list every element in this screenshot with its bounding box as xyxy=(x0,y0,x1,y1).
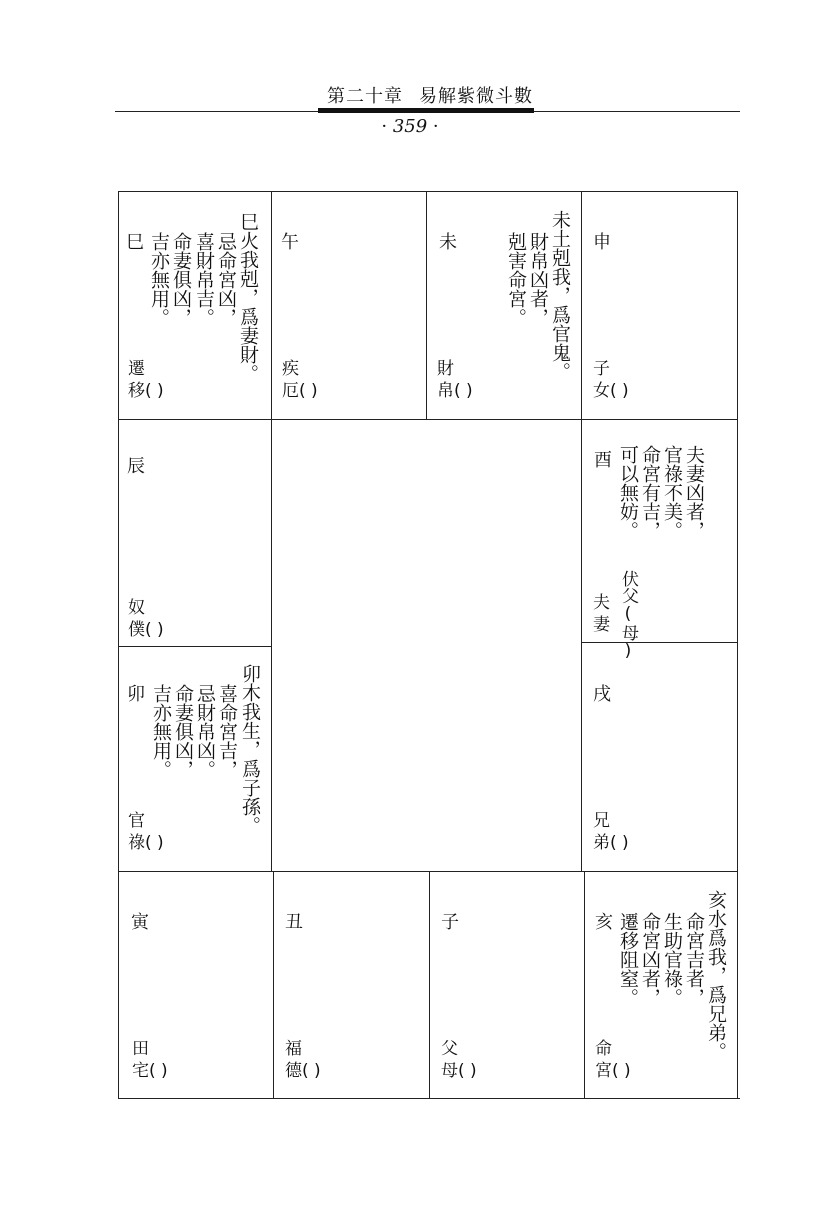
palace-wei-name-1: 財 xyxy=(437,359,454,379)
running-header xyxy=(320,82,540,108)
book-title: 易解紫微斗數 xyxy=(419,86,533,107)
chart-border-left xyxy=(118,191,119,1098)
palace-yin-name-1: 田 xyxy=(132,1039,149,1059)
palace-wu-name-1: 疾 xyxy=(282,359,299,379)
palace-chen-name-1: 奴 xyxy=(128,598,145,618)
palace-wei-note-3: 剋害命宮。 xyxy=(505,232,527,327)
palace-mao-note-3: 忌財帛凶。 xyxy=(194,684,216,779)
palace-si-note-3: 喜財帛吉。 xyxy=(193,232,215,327)
palace-si-branch: 巳 xyxy=(126,232,144,253)
palace-mao-note-5: 吉亦無用。 xyxy=(150,684,172,779)
palace-shen-name-2: 女( ) xyxy=(593,381,629,401)
palace-si-note-1: 巳火我剋，爲妻財。 xyxy=(237,212,259,383)
palace-wu-branch: 午 xyxy=(281,232,299,253)
col-divider-3-bottom xyxy=(584,871,585,1098)
row-divider-2-left xyxy=(118,646,272,647)
chart-border-right xyxy=(737,191,738,1099)
palace-chou-name-2: 德( ) xyxy=(285,1061,321,1081)
palace-hai-branch: 亥 xyxy=(595,912,613,933)
col-divider-2-top xyxy=(426,191,427,419)
palace-you-side-label: 伏父(母) xyxy=(618,570,638,661)
palace-zi-branch: 子 xyxy=(441,912,459,933)
palace-you-name-1: 夫 xyxy=(593,593,610,613)
chart-border-bottom xyxy=(118,1098,740,1099)
palace-wei-note-2: 財帛凶者， xyxy=(527,232,549,327)
palace-shen-branch: 申 xyxy=(593,232,611,253)
palace-chen-name-2: 僕( ) xyxy=(128,620,164,640)
palace-si-note-2: 忌命宮凶， xyxy=(215,232,237,327)
palace-chou-name-1: 福 xyxy=(285,1039,302,1059)
palace-you-note-3: 命宮有吉， xyxy=(639,445,661,540)
palace-you-note-2: 官祿不美。 xyxy=(661,445,683,540)
palace-si-name-1: 遷 xyxy=(128,359,145,379)
palace-you-branch: 酉 xyxy=(594,450,612,471)
palace-hai-note-5: 遷移阻窒。 xyxy=(617,912,639,1007)
palace-wei-branch: 未 xyxy=(439,232,457,253)
chart-border-top xyxy=(118,191,737,192)
palace-hai-name-2: 宮( ) xyxy=(595,1061,631,1081)
palace-si-name-2: 移( ) xyxy=(128,381,164,401)
palace-mao-note-1: 卯木我生，爲子孫。 xyxy=(239,664,261,835)
palace-yin-name-2: 宅( ) xyxy=(132,1061,168,1081)
palace-wu-name-2: 厄( ) xyxy=(282,381,318,401)
col-divider-1-bottom xyxy=(273,871,274,1098)
palace-mao-name-1: 官 xyxy=(128,811,145,831)
row-divider-2-right xyxy=(582,642,737,643)
col-divider-2-bottom xyxy=(429,871,430,1098)
palace-wei-note-1: 未土剋我，爲官鬼。 xyxy=(549,210,571,381)
page-number-value: 359 xyxy=(392,116,428,137)
palace-yin-branch: 寅 xyxy=(131,912,149,933)
palace-si-note-4: 命妻俱凶， xyxy=(170,232,192,327)
palace-hai-note-4: 命宮凶者， xyxy=(639,912,661,1007)
header-rule-bold xyxy=(318,108,534,113)
row-divider-1 xyxy=(118,419,737,420)
palace-you-note-4: 可以無妨。 xyxy=(617,445,639,540)
palace-hai-note-3: 生助官祿。 xyxy=(661,912,683,1007)
palace-xu-name-1: 兄 xyxy=(593,811,610,831)
palace-zi-name-1: 父 xyxy=(441,1039,458,1059)
palace-you-name-2: 妻 xyxy=(593,615,610,635)
palace-zi-name-2: 母( ) xyxy=(441,1061,477,1081)
palace-hai-note-1: 亥水爲我，爲兄弟。 xyxy=(705,890,727,1061)
palace-mao-branch: 卯 xyxy=(127,684,145,705)
palace-mao-note-2: 喜命宮吉， xyxy=(216,684,238,779)
palace-xu-branch: 戌 xyxy=(593,684,611,705)
chapter-label: 第二十章 xyxy=(327,86,403,107)
palace-xu-name-2: 弟( ) xyxy=(593,833,629,853)
palace-mao-note-4: 命妻俱凶， xyxy=(172,684,194,779)
palace-shen-name-1: 子 xyxy=(593,359,610,379)
palace-si-note-5: 吉亦無用。 xyxy=(148,232,170,327)
row-divider-3 xyxy=(118,871,737,872)
palace-chou-branch: 丑 xyxy=(285,912,303,933)
palace-you-note-1: 夫妻凶者， xyxy=(683,445,705,540)
col-divider-3 xyxy=(581,191,582,871)
palace-hai-name-1: 命 xyxy=(595,1039,612,1059)
palace-mao-name-2: 祿( ) xyxy=(128,833,164,853)
palace-wei-name-2: 帛( ) xyxy=(437,381,473,401)
col-divider-1-top xyxy=(271,191,272,871)
page-number: · 359 · xyxy=(381,116,439,137)
palace-hai-note-2: 命宮吉者， xyxy=(683,912,705,1007)
palace-chen-branch: 辰 xyxy=(127,456,145,477)
